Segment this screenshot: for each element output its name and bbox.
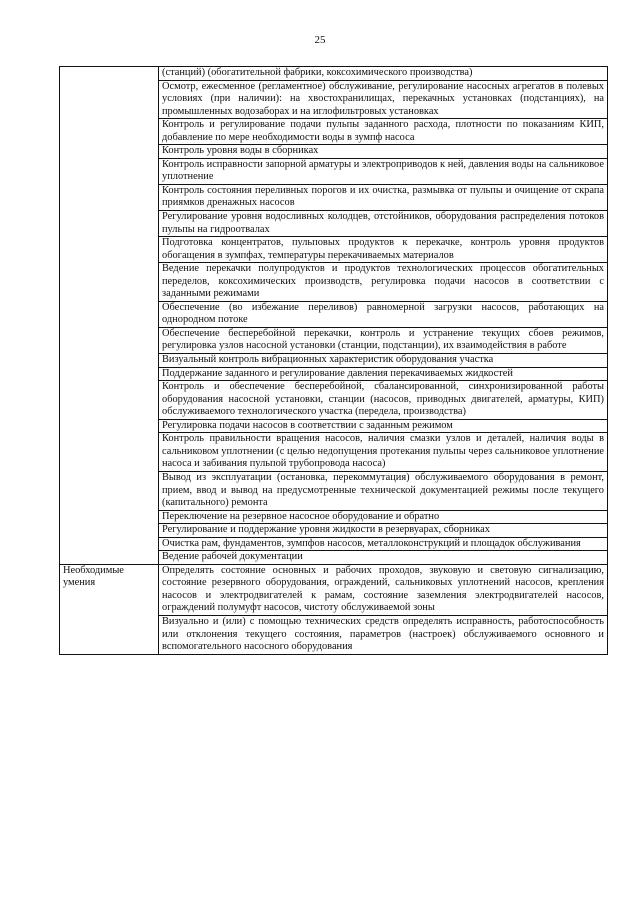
table-cell: Визуально и (или) с помощью технических средств определять исправность, работоспособность или отклонения текущего состояния, параметров (настроек) обслуживаемого основного и вспомогательного насосного оборудования bbox=[159, 615, 608, 654]
section-label: Необходимые умения bbox=[60, 564, 159, 654]
table-cell: Контроль и регулирование подачи пульпы заданного расхода, плотности по показаниям КИП, добавление по мере необходимости воды в зумпф насоса bbox=[159, 119, 608, 145]
table-cell: Переключение на резервное насосное оборудование и обратно bbox=[159, 510, 608, 524]
table-cell: Регулирование уровня водосливных колодцев, отстойников, оборудования распределения потоков пульпы на гидроотвалах bbox=[159, 211, 608, 237]
table-cell: Обеспечение (во избежание переливов) равномерной загрузки насосов, работающих на однородном потоке bbox=[159, 301, 608, 327]
table-cell: Подготовка концентратов, пульповых продуктов к перекачке, контроль уровня продуктов обогащения в зумпфах, температуры перекачиваемых материалов bbox=[159, 237, 608, 263]
table-cell: Контроль исправности запорной арматуры и электроприводов к ней, давления воды на сальниковое уплотнение bbox=[159, 158, 608, 184]
table-cell: Осмотр, ежесменное (регламентное) обслуживание, регулирование насосных агрегатов в полевых условиях (при наличии): на хвостохранилищах, перекачных установках (подстанциях), на промышленных водозаборах и на иглофильтровых установках bbox=[159, 80, 608, 119]
requirements-table bbox=[59, 66, 608, 655]
table-cell: (станций) (обогатительной фабрики, коксохимического производства) bbox=[159, 67, 608, 81]
table-cell: Вывод из эксплуатации (остановка, перекоммутация) обслуживаемого оборудования в ремонт, прием, ввод и вывод на предусмотренные технической документацией режимы после текущего (капитального) ремонта bbox=[159, 471, 608, 510]
table-cell: Контроль и обеспечение бесперебойной, сбалансированной, синхронизированной работы оборудования насосной установки, станции (насосов, приводных двигателей, арматуры, КИП) обслуживаемого технологического участка (передела, производства) bbox=[159, 381, 608, 420]
section-label bbox=[60, 67, 159, 565]
table-row bbox=[60, 564, 608, 615]
table-cell: Поддержание заданного и регулирование давления перекачиваемых жидкостей bbox=[159, 367, 608, 381]
table-cell: Регулировка подачи насосов в соответствии с заданным режимом bbox=[159, 419, 608, 433]
table-cell: Определять состояние основных и рабочих проходов, звуковую и световую сигнализацию, состояние резервного оборудования, ограждений, сальниковых уплотнений насосов, крепления насосов и электродвигателей к рамам, состояние заземления электродвигателей насосов, ограждений полумуфт насосов, чистоту обслуживаемой зоны bbox=[159, 564, 608, 615]
table-cell: Визуальный контроль вибрационных характеристик оборудования участка bbox=[159, 354, 608, 368]
table-row bbox=[60, 67, 608, 81]
table-cell: Очистка рам, фундаментов, зумпфов насосов, металлоконструкций и площадок обслуживания bbox=[159, 537, 608, 551]
table-cell: Обеспечение бесперебойной перекачки, контроль и устранение текущих сбоев режимов, регулировка узлов насосной установки (станции, подстанции), их взаимодействия в работе bbox=[159, 327, 608, 353]
table-cell: Регулирование и поддержание уровня жидкости в резервуарах, сборниках bbox=[159, 524, 608, 538]
table-cell: Контроль состояния переливных порогов и их очистка, размывка от пульпы и очищение от скрапа приямков дренажных насосов bbox=[159, 184, 608, 210]
table-cell: Ведение рабочей документации bbox=[159, 551, 608, 565]
table-cell: Ведение перекачки полупродуктов и продуктов технологических процессов обогатительных переделов, коксохимических производств, регулировка подачи насосов в соответствии с заданными режимами bbox=[159, 263, 608, 302]
table-cell: Контроль уровня воды в сборниках bbox=[159, 145, 608, 159]
page-number: 25 bbox=[314, 34, 326, 46]
table-cell: Контроль правильности вращения насосов, наличия смазки узлов и деталей, наличия воды в сальниковом уплотнении (с целью недопущения протекания пульпы через сальниковое уплотнение насоса и забивания пульпой трубопровода насоса) bbox=[159, 433, 608, 472]
